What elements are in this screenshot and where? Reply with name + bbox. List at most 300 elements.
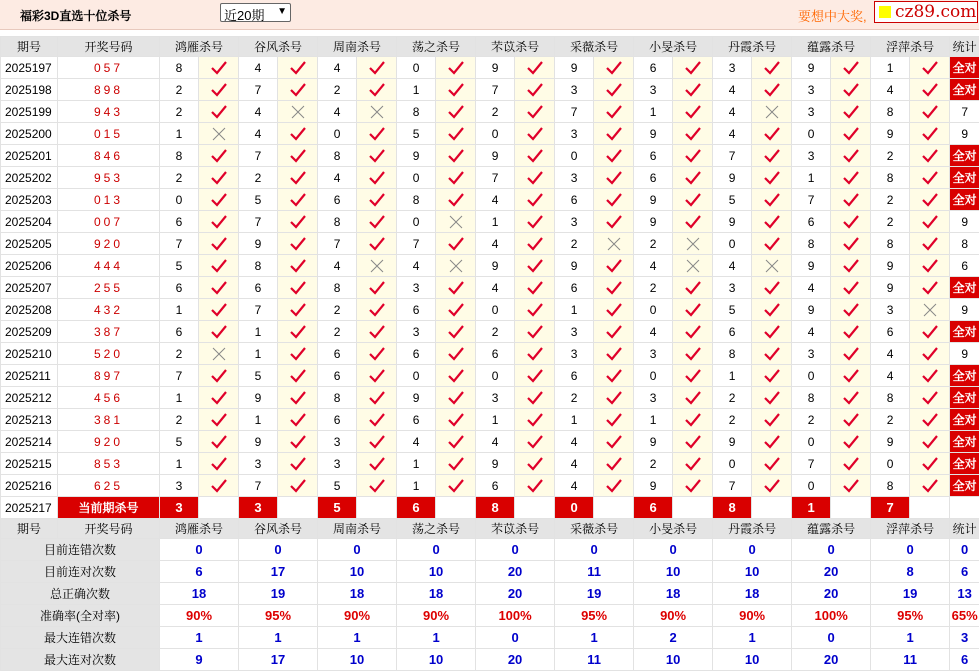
- kill-number-cell: 7: [792, 189, 831, 211]
- stats-value: 19: [871, 583, 950, 605]
- stats-label: 最大连对次数: [1, 649, 160, 671]
- check-icon: [922, 149, 938, 163]
- period-cell: 2025208: [1, 299, 58, 321]
- kill-number-cell: 9: [239, 387, 278, 409]
- col-header-expert: 浮萍杀号: [871, 37, 950, 57]
- check-icon: [448, 391, 464, 405]
- result-mark-cell: [515, 189, 555, 211]
- check-icon: [606, 369, 622, 383]
- kill-number-cell: 6: [160, 321, 199, 343]
- result-mark-cell: [436, 211, 476, 233]
- kill-number-cell: 8: [160, 57, 199, 79]
- stats-value: 10: [318, 561, 397, 583]
- kill-number-cell: 4: [871, 343, 910, 365]
- kill-number-cell: 7: [239, 145, 278, 167]
- check-icon: [369, 391, 385, 405]
- stats-value: 9: [160, 649, 239, 671]
- stats-value: 1: [160, 627, 239, 649]
- cross-icon: [606, 237, 622, 251]
- result-mark-cell: [436, 277, 476, 299]
- result-mark-cell: [752, 431, 792, 453]
- current-blank-cell: [752, 497, 792, 519]
- check-icon: [843, 325, 859, 339]
- draw-number-cell: 520: [58, 343, 160, 365]
- check-icon: [764, 215, 780, 229]
- kill-number-cell: 4: [318, 101, 357, 123]
- check-icon: [685, 61, 701, 75]
- kill-number-cell: 9: [239, 431, 278, 453]
- kill-number-cell: 6: [634, 145, 673, 167]
- kill-number-cell: 0: [634, 299, 673, 321]
- kill-number-cell: 1: [160, 453, 199, 475]
- draw-number-cell: 846: [58, 145, 160, 167]
- kill-number-cell: 9: [476, 255, 515, 277]
- check-icon: [369, 413, 385, 427]
- check-icon: [606, 457, 622, 471]
- kill-number-cell: 6: [555, 365, 594, 387]
- result-mark-cell: [278, 189, 318, 211]
- check-icon: [606, 193, 622, 207]
- col-header-expert: 芣苡杀号: [476, 37, 555, 57]
- result-mark-cell: [436, 101, 476, 123]
- period-range-select[interactable]: [220, 3, 291, 22]
- check-icon: [290, 237, 306, 251]
- result-mark-cell: [831, 233, 871, 255]
- result-mark-cell: [199, 321, 239, 343]
- check-icon: [922, 391, 938, 405]
- check-icon: [211, 435, 227, 449]
- kill-number-cell: 9: [476, 453, 515, 475]
- check-icon: [290, 479, 306, 493]
- result-mark-cell: [278, 343, 318, 365]
- kill-number-cell: 5: [239, 365, 278, 387]
- check-icon: [527, 303, 543, 317]
- stats-label: 目前连对次数: [1, 561, 160, 583]
- kill-number-cell: 0: [792, 475, 831, 497]
- col-header-expert: 荡之杀号: [397, 37, 476, 57]
- check-icon: [527, 413, 543, 427]
- kill-number-cell: 2: [871, 189, 910, 211]
- check-icon: [843, 479, 859, 493]
- kill-number-cell: 6: [239, 277, 278, 299]
- kill-number-cell: 0: [634, 365, 673, 387]
- current-period-cell: 2025217: [1, 497, 58, 519]
- check-icon: [606, 215, 622, 229]
- check-icon: [606, 149, 622, 163]
- check-icon: [211, 391, 227, 405]
- check-icon: [606, 259, 622, 273]
- kill-number-cell: 8: [713, 343, 752, 365]
- cross-icon: [369, 259, 385, 273]
- check-icon: [211, 413, 227, 427]
- stats-value: 1: [871, 627, 950, 649]
- result-mark-cell: [199, 211, 239, 233]
- check-icon: [685, 83, 701, 97]
- current-kill-number: 0: [555, 497, 594, 519]
- result-mark-cell: [752, 233, 792, 255]
- kill-number-cell: 2: [871, 409, 910, 431]
- period-cell: 2025200: [1, 123, 58, 145]
- kill-number-cell: 6: [555, 277, 594, 299]
- result-mark-cell: [515, 145, 555, 167]
- check-icon: [290, 83, 306, 97]
- check-icon: [369, 171, 385, 185]
- check-icon: [290, 435, 306, 449]
- result-mark-cell: [278, 79, 318, 101]
- result-mark-cell: [910, 233, 950, 255]
- kill-number-cell: 1: [634, 409, 673, 431]
- result-mark-cell: [594, 57, 634, 79]
- kill-number-cell: 6: [792, 211, 831, 233]
- check-icon: [922, 457, 938, 471]
- check-icon: [685, 347, 701, 361]
- table-row: [1, 79, 979, 101]
- kill-number-cell: 1: [871, 57, 910, 79]
- check-icon: [369, 457, 385, 471]
- kill-number-cell: 9: [871, 277, 910, 299]
- kill-number-cell: 2: [318, 299, 357, 321]
- check-icon: [527, 369, 543, 383]
- kill-number-cell: 7: [239, 79, 278, 101]
- kill-number-cell: 4: [318, 167, 357, 189]
- result-mark-cell: [673, 233, 713, 255]
- result-mark-cell: [831, 255, 871, 277]
- table-row: [1, 409, 979, 431]
- check-icon: [843, 391, 859, 405]
- result-mark-cell: [910, 321, 950, 343]
- check-icon: [448, 479, 464, 493]
- current-blank-cell: [910, 497, 950, 519]
- check-icon: [448, 325, 464, 339]
- kill-number-cell: 2: [634, 453, 673, 475]
- period-cell: 2025202: [1, 167, 58, 189]
- kill-number-cell: 9: [476, 145, 515, 167]
- kill-number-cell: 6: [318, 343, 357, 365]
- check-icon: [685, 435, 701, 449]
- cross-icon: [211, 127, 227, 141]
- kill-number-cell: 4: [713, 255, 752, 277]
- current-kill-number: 6: [634, 497, 673, 519]
- check-icon: [290, 347, 306, 361]
- result-mark-cell: [278, 409, 318, 431]
- kill-number-cell: 9: [713, 431, 752, 453]
- kill-number-cell: 8: [397, 101, 436, 123]
- result-mark-cell: [673, 387, 713, 409]
- result-mark-cell: [910, 277, 950, 299]
- kill-number-cell: 3: [634, 343, 673, 365]
- check-icon: [685, 171, 701, 185]
- kill-number-cell: 7: [160, 365, 199, 387]
- stats-label: 准确率(全对率): [1, 605, 160, 627]
- check-icon: [369, 127, 385, 141]
- period-range-value: 近20期: [224, 8, 264, 23]
- result-mark-cell: [594, 255, 634, 277]
- kill-number-cell: 2: [555, 233, 594, 255]
- kill-number-cell: 4: [871, 365, 910, 387]
- kill-number-cell: 3: [634, 79, 673, 101]
- table-row: [1, 189, 979, 211]
- cross-icon: [369, 105, 385, 119]
- result-mark-cell: [357, 57, 397, 79]
- check-icon: [843, 347, 859, 361]
- col-header-draw: 开奖号码: [58, 519, 160, 539]
- result-mark-cell: [278, 145, 318, 167]
- check-icon: [448, 347, 464, 361]
- stats-value: 17: [239, 649, 318, 671]
- result-mark-cell: [594, 167, 634, 189]
- kill-number-cell: 3: [397, 321, 436, 343]
- result-mark-cell: [357, 409, 397, 431]
- stats-row: [1, 605, 979, 627]
- kill-number-cell: 2: [318, 321, 357, 343]
- kill-number-cell: 6: [713, 321, 752, 343]
- row-total-cell: 全对: [950, 79, 979, 101]
- result-mark-cell: [515, 475, 555, 497]
- check-icon: [527, 347, 543, 361]
- table-row: [1, 365, 979, 387]
- draw-number-cell: 943: [58, 101, 160, 123]
- kill-number-cell: 8: [871, 475, 910, 497]
- kill-number-cell: 1: [792, 167, 831, 189]
- kill-number-cell: 1: [397, 475, 436, 497]
- cross-icon: [764, 259, 780, 273]
- kill-number-cell: 9: [634, 211, 673, 233]
- current-blank-cell: [594, 497, 634, 519]
- period-cell: 2025203: [1, 189, 58, 211]
- result-mark-cell: [910, 387, 950, 409]
- result-mark-cell: [278, 453, 318, 475]
- kill-number-cell: 8: [318, 277, 357, 299]
- check-icon: [211, 457, 227, 471]
- stats-value: 1: [555, 627, 634, 649]
- stats-value: 100%: [476, 605, 555, 627]
- result-mark-cell: [357, 453, 397, 475]
- stats-label: 最大连错次数: [1, 627, 160, 649]
- cross-icon: [685, 237, 701, 251]
- kill-number-cell: 3: [792, 343, 831, 365]
- kill-number-cell: 0: [397, 365, 436, 387]
- kill-number-cell: 9: [555, 255, 594, 277]
- kill-number-cell: 2: [160, 167, 199, 189]
- stats-value: 20: [476, 649, 555, 671]
- row-total-cell: 全对: [950, 145, 979, 167]
- check-icon: [685, 479, 701, 493]
- period-cell: 2025210: [1, 343, 58, 365]
- result-mark-cell: [752, 277, 792, 299]
- result-mark-cell: [278, 321, 318, 343]
- kill-number-cell: 7: [239, 475, 278, 497]
- draw-number-cell: 432: [58, 299, 160, 321]
- stats-label: 目前连错次数: [1, 539, 160, 561]
- result-mark-cell: [831, 321, 871, 343]
- current-blank-cell: [831, 497, 871, 519]
- stats-value: 1: [397, 627, 476, 649]
- check-icon: [448, 369, 464, 383]
- stats-value: 0: [476, 627, 555, 649]
- result-mark-cell: [752, 475, 792, 497]
- check-icon: [685, 391, 701, 405]
- result-mark-cell: [594, 145, 634, 167]
- col-header-expert: 蕴露杀号: [792, 37, 871, 57]
- kill-number-cell: 5: [713, 189, 752, 211]
- result-mark-cell: [910, 343, 950, 365]
- stats-value: 8: [871, 561, 950, 583]
- result-mark-cell: [278, 277, 318, 299]
- result-mark-cell: [436, 387, 476, 409]
- result-mark-cell: [357, 475, 397, 497]
- check-icon: [922, 83, 938, 97]
- check-icon: [764, 457, 780, 471]
- draw-number-cell: 920: [58, 431, 160, 453]
- draw-number-cell: 007: [58, 211, 160, 233]
- check-icon: [527, 391, 543, 405]
- draw-number-cell: 444: [58, 255, 160, 277]
- col-header-expert: 谷风杀号: [239, 519, 318, 539]
- check-icon: [448, 61, 464, 75]
- check-icon: [290, 215, 306, 229]
- kill-number-cell: 8: [792, 233, 831, 255]
- result-mark-cell: [515, 57, 555, 79]
- promo-link[interactable]: 要想中大奖,: [798, 6, 867, 25]
- result-mark-cell: [436, 299, 476, 321]
- check-icon: [922, 237, 938, 251]
- kill-number-cell: 9: [871, 255, 910, 277]
- kill-number-cell: 2: [713, 409, 752, 431]
- kill-number-cell: 3: [792, 145, 831, 167]
- draw-number-cell: 853: [58, 453, 160, 475]
- kill-number-cell: 6: [318, 189, 357, 211]
- period-cell: 2025212: [1, 387, 58, 409]
- kill-number-cell: 3: [555, 123, 594, 145]
- kill-number-cell: 3: [871, 299, 910, 321]
- row-total-cell: 9: [950, 211, 979, 233]
- current-kill-number: 8: [476, 497, 515, 519]
- kill-number-cell: 6: [634, 57, 673, 79]
- kill-number-cell: 1: [160, 299, 199, 321]
- kill-number-cell: 9: [792, 255, 831, 277]
- check-icon: [685, 325, 701, 339]
- check-icon: [527, 215, 543, 229]
- site-logo[interactable]: [874, 1, 978, 23]
- kill-number-cell: 9: [476, 57, 515, 79]
- period-cell: 2025213: [1, 409, 58, 431]
- result-mark-cell: [199, 167, 239, 189]
- result-mark-cell: [673, 343, 713, 365]
- check-icon: [764, 391, 780, 405]
- stats-value: 0: [634, 539, 713, 561]
- check-icon: [369, 479, 385, 493]
- stats-value: 90%: [318, 605, 397, 627]
- check-icon: [843, 149, 859, 163]
- kill-number-cell: 8: [318, 145, 357, 167]
- check-icon: [290, 61, 306, 75]
- result-mark-cell: [436, 431, 476, 453]
- table-row: [1, 167, 979, 189]
- period-cell: 2025204: [1, 211, 58, 233]
- result-mark-cell: [199, 453, 239, 475]
- result-mark-cell: [278, 101, 318, 123]
- current-kill-number: 3: [239, 497, 278, 519]
- kill-number-cell: 4: [634, 321, 673, 343]
- kill-number-cell: 4: [239, 101, 278, 123]
- kill-number-cell: 2: [634, 277, 673, 299]
- check-icon: [685, 105, 701, 119]
- row-total-cell: 全对: [950, 409, 979, 431]
- result-mark-cell: [357, 167, 397, 189]
- check-icon: [922, 347, 938, 361]
- kill-number-cell: 4: [397, 255, 436, 277]
- kill-number-cell: 4: [555, 453, 594, 475]
- result-mark-cell: [594, 101, 634, 123]
- kill-number-cell: 4: [318, 57, 357, 79]
- kill-number-cell: 3: [555, 211, 594, 233]
- row-total-cell: 全对: [950, 475, 979, 497]
- result-mark-cell: [436, 233, 476, 255]
- result-mark-cell: [752, 409, 792, 431]
- stats-value: 6: [160, 561, 239, 583]
- check-icon: [211, 105, 227, 119]
- kill-number-cell: 9: [871, 123, 910, 145]
- result-mark-cell: [357, 431, 397, 453]
- result-mark-cell: [515, 387, 555, 409]
- kill-number-cell: 7: [318, 233, 357, 255]
- kill-number-cell: 0: [713, 453, 752, 475]
- kill-number-cell: 9: [397, 387, 436, 409]
- stats-value: 95%: [555, 605, 634, 627]
- current-kill-number: 1: [792, 497, 831, 519]
- result-mark-cell: [515, 321, 555, 343]
- kill-number-cell: 2: [713, 387, 752, 409]
- kill-number-cell: 9: [634, 189, 673, 211]
- result-mark-cell: [199, 79, 239, 101]
- table-row: [1, 299, 979, 321]
- period-cell: 2025197: [1, 57, 58, 79]
- kill-number-cell: 1: [239, 343, 278, 365]
- result-mark-cell: [673, 365, 713, 387]
- check-icon: [369, 193, 385, 207]
- result-mark-cell: [673, 299, 713, 321]
- check-icon: [527, 281, 543, 295]
- result-mark-cell: [594, 409, 634, 431]
- draw-number-cell: 897: [58, 365, 160, 387]
- check-icon: [685, 303, 701, 317]
- kill-number-cell: 2: [160, 343, 199, 365]
- top-bar: [0, 0, 979, 30]
- result-mark-cell: [357, 343, 397, 365]
- result-mark-cell: [910, 123, 950, 145]
- kill-number-cell: 0: [792, 123, 831, 145]
- result-mark-cell: [910, 145, 950, 167]
- col-header-expert: 浮萍杀号: [871, 519, 950, 539]
- result-mark-cell: [673, 189, 713, 211]
- draw-number-cell: 456: [58, 387, 160, 409]
- check-icon: [448, 171, 464, 185]
- result-mark-cell: [594, 387, 634, 409]
- cross-icon: [290, 105, 306, 119]
- kill-number-cell: 6: [160, 277, 199, 299]
- draw-number-cell: 953: [58, 167, 160, 189]
- result-mark-cell: [910, 299, 950, 321]
- result-mark-cell: [673, 101, 713, 123]
- check-icon: [685, 149, 701, 163]
- kill-number-cell: 1: [555, 299, 594, 321]
- result-mark-cell: [357, 101, 397, 123]
- kill-number-cell: 0: [476, 365, 515, 387]
- stats-value: 18: [160, 583, 239, 605]
- check-icon: [527, 193, 543, 207]
- check-icon: [448, 281, 464, 295]
- current-kill-number: 8: [713, 497, 752, 519]
